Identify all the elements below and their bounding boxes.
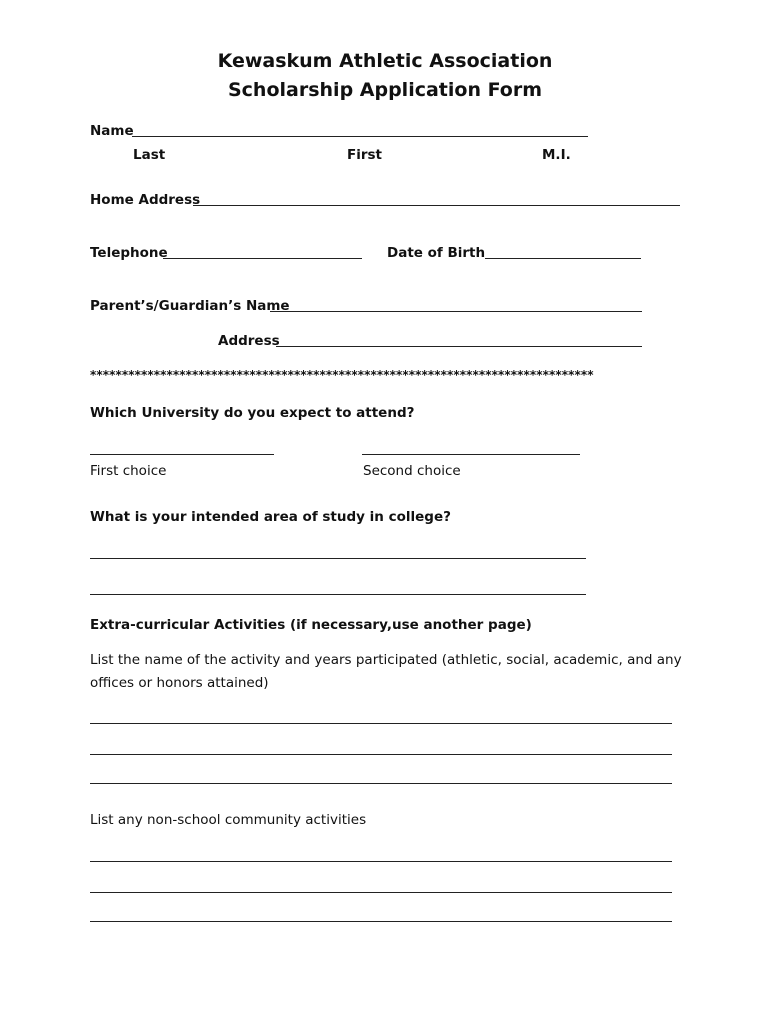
last-name-label: Last: [133, 147, 166, 163]
community-field-line-2[interactable]: [90, 892, 672, 893]
activities-instructions-line1: List the name of the activity and years participated (athletic, social, academic, and any: [90, 652, 682, 668]
first-name-label: First: [347, 147, 382, 163]
activities-heading: Extra-curricular Activities (if necessary,use another page): [90, 617, 532, 633]
activities-field-line-1[interactable]: [90, 723, 672, 724]
second-choice-label: Second choice: [363, 463, 461, 479]
community-activities-label: List any non-school community activities: [90, 812, 367, 828]
telephone-field[interactable]: [163, 258, 362, 259]
community-field-line-1[interactable]: [90, 861, 672, 862]
activities-field-line-2[interactable]: [90, 754, 672, 755]
study-question: What is your intended area of study in college?: [90, 509, 451, 525]
home-address-label: Home Address: [90, 192, 201, 208]
form-title-line2: Scholarship Application Form: [227, 79, 543, 101]
guardian-address-label: Address: [218, 333, 280, 349]
study-field-line-2[interactable]: [90, 594, 586, 595]
middle-initial-label: M.I.: [542, 147, 571, 163]
home-address-field[interactable]: [193, 205, 680, 206]
telephone-label: Telephone: [90, 245, 168, 261]
separator-stars: *******************************************************************************: [90, 368, 594, 382]
guardian-name-field[interactable]: [270, 311, 642, 312]
second-choice-field[interactable]: [362, 454, 580, 455]
name-label: Name: [90, 123, 134, 139]
first-choice-label: First choice: [90, 463, 167, 479]
form-title-line1: Kewaskum Athletic Association: [217, 50, 553, 72]
study-field-line-1[interactable]: [90, 558, 586, 559]
name-field[interactable]: [132, 136, 588, 137]
guardian-name-label: Parent’s/Guardian’s Name: [90, 298, 290, 314]
activities-instructions-line2: offices or honors attained): [90, 675, 269, 691]
university-question: Which University do you expect to attend?: [90, 405, 415, 421]
first-choice-field[interactable]: [90, 454, 274, 455]
date-of-birth-label: Date of Birth: [387, 245, 486, 261]
guardian-address-field[interactable]: [276, 346, 642, 347]
activities-field-line-3[interactable]: [90, 783, 672, 784]
date-of-birth-field[interactable]: [485, 258, 641, 259]
community-field-line-3[interactable]: [90, 921, 672, 922]
